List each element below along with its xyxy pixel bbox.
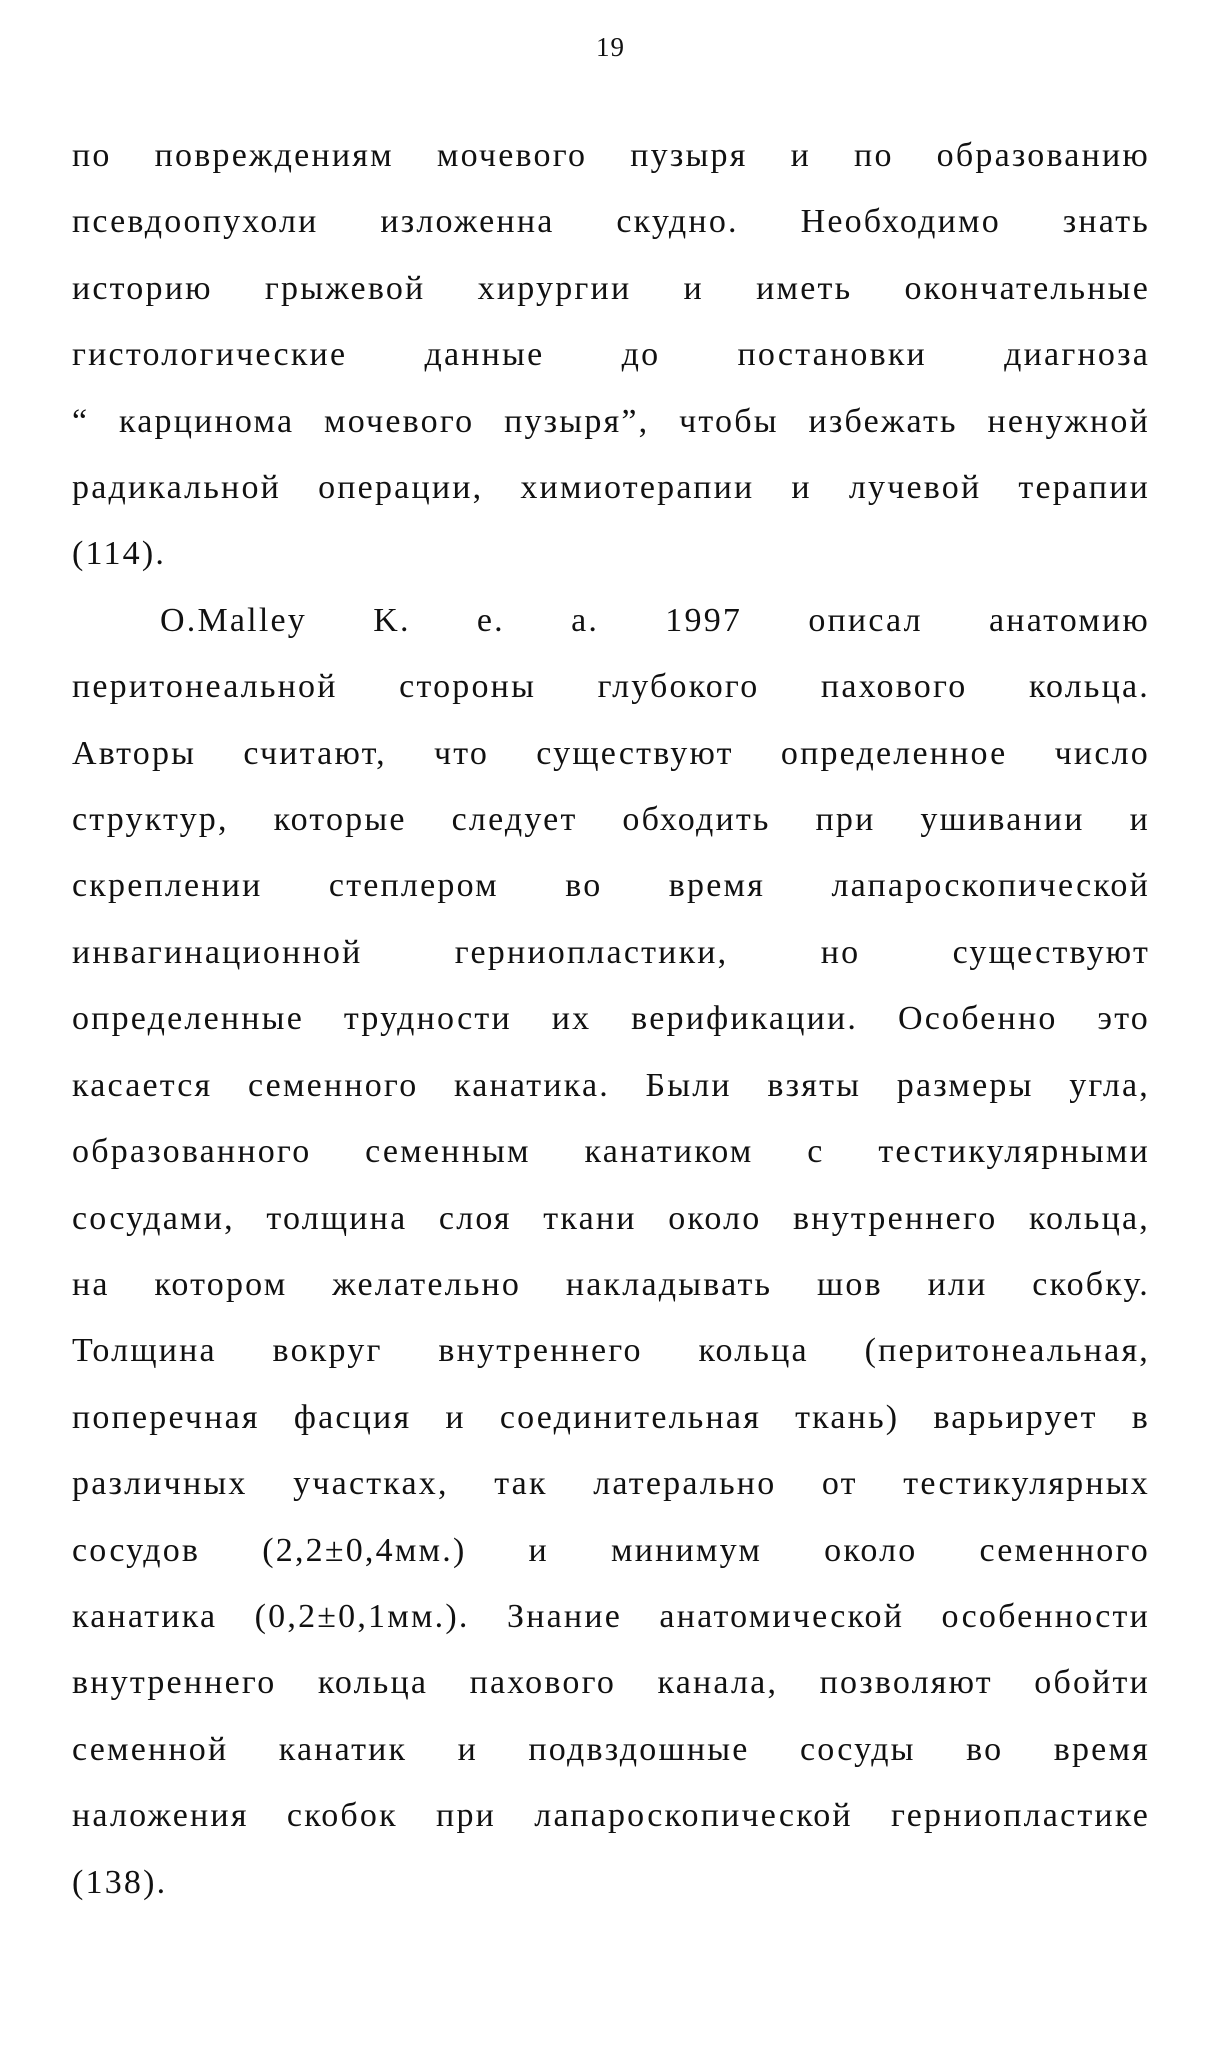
text-line: наложения скобок при лапароскопической герниопластике <box>72 1797 1150 1835</box>
text-line: на котором желательно накладывать шов или скобку. <box>72 1265 1150 1303</box>
text-line: O.Malley K. e. a. 1997 описал анатомию <box>160 601 1150 639</box>
text-line: радикальной операции, химиотерапии и лучевой терапии <box>72 469 1150 507</box>
text-line: внутреннего кольца пахового канала, позволяют обойти <box>72 1664 1150 1702</box>
text-line: канатика (0,2±0,1мм.). Знание анатомической особенности <box>72 1597 1150 1635</box>
paragraph-2 <box>72 588 1150 1916</box>
text-line: образованного семенным канатиком с тестикулярными <box>72 1133 1150 1171</box>
text-line: “ карцинома мочевого пузыря”, чтобы избежать ненужной <box>72 402 1150 440</box>
body-text <box>72 123 1150 1916</box>
text-line: Толщина вокруг внутреннего кольца (перитонеальная, <box>72 1332 1150 1370</box>
text-line: поперечная фасция и соединительная ткань) варьирует в <box>72 1398 1150 1436</box>
text-line: гистологические данные до постановки диагноза <box>72 336 1150 374</box>
text-line: (114). <box>72 535 167 573</box>
paragraph-1 <box>72 123 1150 588</box>
text-line: псевдоопухоли изложенна скудно. Необходимо знать <box>72 203 1150 241</box>
text-line: сосудов (2,2±0,4мм.) и минимум около семенного <box>72 1531 1150 1569</box>
text-line: (138). <box>72 1863 168 1901</box>
page-number: 19 <box>596 32 625 62</box>
text-line: Авторы считают, что существуют определенное число <box>72 734 1150 772</box>
text-line: сосудами, толщина слоя ткани около внутреннего кольца, <box>72 1199 1150 1237</box>
text-line: инвагинационной герниопластики, но существуют <box>72 933 1150 971</box>
text-line: перитонеальной стороны глубокого пахового кольца. <box>72 668 1150 706</box>
text-line: семенной канатик и подвздошные сосуды во время <box>72 1730 1150 1768</box>
text-line: различных участках, так латерально от тестикулярных <box>72 1465 1150 1503</box>
text-line: структур, которые следует обходить при ушивании и <box>72 801 1150 839</box>
text-line: скреплении степлером во время лапароскопической <box>72 867 1150 905</box>
text-line: историю грыжевой хирургии и иметь окончательные <box>72 269 1150 307</box>
text-line: определенные трудности их верификации. Особенно это <box>72 1000 1150 1038</box>
text-line: по повреждениям мочевого пузыря и по образованию <box>72 137 1150 174</box>
text-line: касается семенного канатика. Были взяты размеры угла, <box>72 1066 1150 1104</box>
